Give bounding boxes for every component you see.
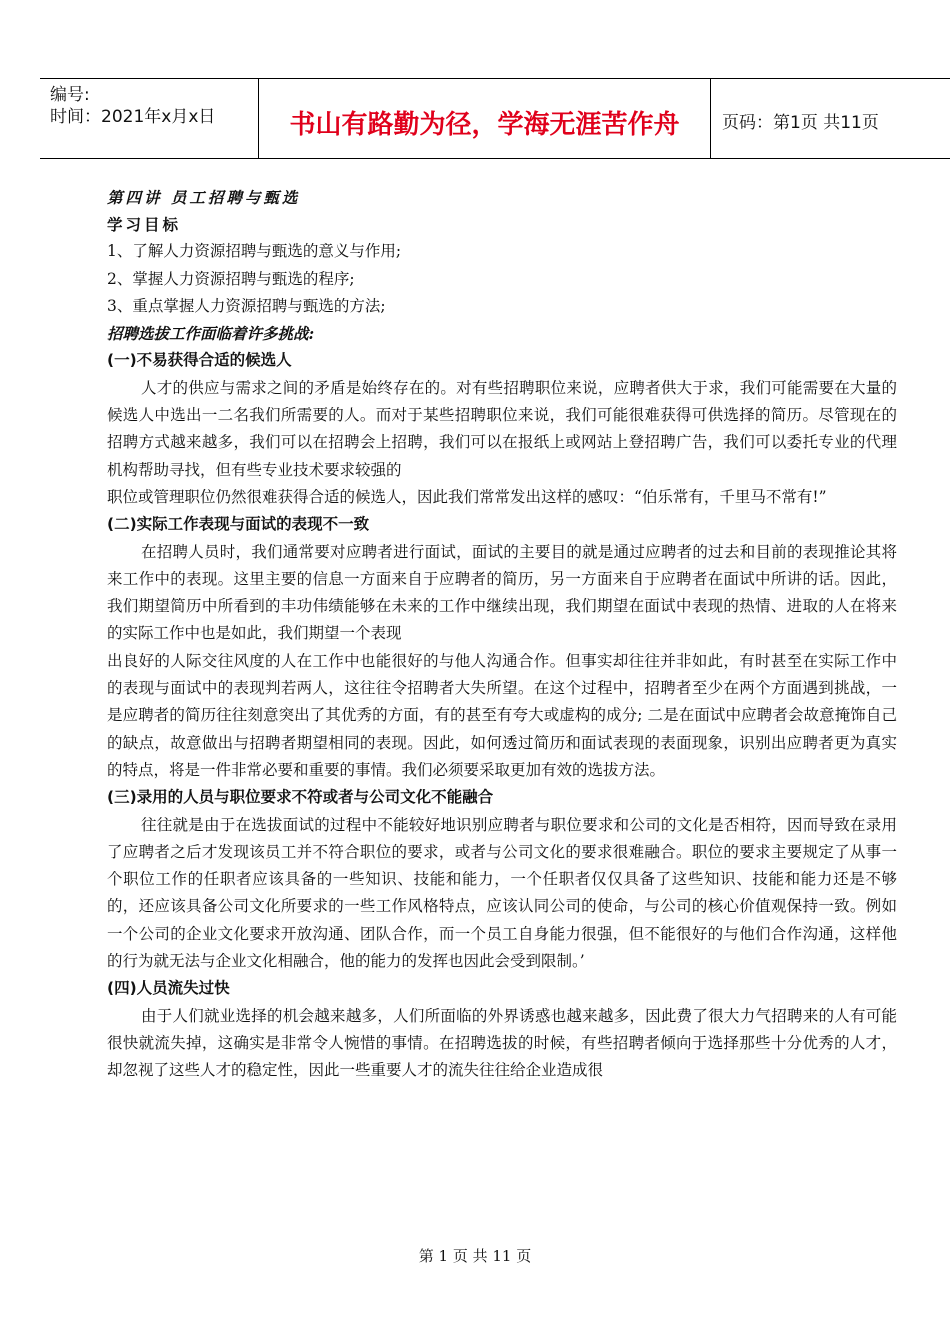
section-1-paragraph: 职位或管理职位仍然很难获得合适的候选人，因此我们常常发出这样的感叹：“伯乐常有，千里马不常有!” (107, 487, 827, 506)
header-bottom-rule (40, 158, 950, 159)
page-header (40, 78, 950, 160)
header-meta (50, 84, 260, 128)
objective-item: 3、重点掌握人力资源招聘与甄选的方法; (107, 296, 386, 315)
section-3-paragraph: 往往就是由于在选拔面试的过程中不能较好地识别应聘者与职位要求和公司的文化是否相符，因而导致在录用了应聘者之后才发现该员工并不符合职位的要求，或者与公司文化的要求很难融合。职位的要求主要规定了从事一个职位工作的任职者应该具备的一些知识、技能和能力，一个任职者仅仅具备了这些知识、技能和能力还是不够的，还应该具备公司文化所要求的一些工作风格特点，应该认同公司的使命，与公司的核心价值观保持一致。例如一个公司的企业文化要求开放沟通、团队合作，而一个员工自身能力很强，但不能很好的与他们合作沟通，这样他的行为就无法与企业文化相融合，他的能力的发挥也因此会受到限制。’ (107, 815, 897, 971)
section-heading-2: (二)实际工作表现与面试的表现不一致 (107, 515, 370, 534)
section-heading-4: (四)人员流失过快 (107, 979, 230, 998)
document-body (107, 184, 897, 1085)
header-page-info: 页码：第1页 共11页 (722, 113, 879, 133)
section-heading-3: (三)录用的人员与职位要求不符或者与公司文化不能融合 (107, 788, 494, 807)
section-1-paragraph: 人才的供应与需求之间的矛盾是始终存在的。对有些招聘职位来说，应聘者供大于求，我们可能需要在大量的候选人中选出一二名我们所需要的人。而对于某些招聘职位来说，我们可能很难获得可供选择的简历。尽管现在的招聘方式越来越多，我们可以在招聘会上招聘，我们可以在报纸上或网站上登招聘广告，我们可以委托专业的代理机构帮助寻找，但有些专业技术要求较强的 (107, 378, 897, 479)
page-footer: 第 1 页 共 11 页 (418, 1247, 532, 1265)
section-2-paragraph: 出良好的人际交往风度的人在工作中也能很好的与他人沟通合作。但事实却往往并非如此，有时甚至在实际工作中的表现与面试中的表现判若两人，这往往令招聘者大失所望。在这个过程中，招聘者至少在两个方面遇到挑战，一是应聘者的简历往往刻意突出了其优秀的方面，有的甚至有夸大或虚构的成分; 二是在面试中应聘者会故意掩饰自己的缺点，故意做出与招聘者期望相同的表现。因此，如何透过简历和面试表现的表面现象，识别出应聘者更为真实的特点，将是一件非常必要和重要的事情。我们必须要采取更加有效的选拔方法。 (107, 651, 897, 779)
header-motto: 书山有路勤为径，学海无涯苦作舟 (289, 110, 680, 140)
objective-item: 1、了解人力资源招聘与甄选的意义与作用; (107, 242, 402, 261)
header-divider-right (710, 78, 711, 159)
objectives-heading: 学习目标 (107, 215, 182, 234)
lecture-title: 第四讲 员工招聘与甄选 (107, 188, 301, 207)
challenges-heading: 招聘选拔工作面临着许多挑战: (107, 324, 315, 344)
header-top-rule (40, 78, 950, 79)
document-time-label: 时间：2021年x月x日 (50, 107, 216, 127)
section-2-paragraph: 在招聘人员时，我们通常要对应聘者进行面试，面试的主要目的就是通过应聘者的过去和目前的表现推论其将来工作中的表现。这里主要的信息一方面来自于应聘者的简历，另一方面来自于应聘者在面试中所讲的话。因此，我们期望简历中所看到的丰功伟绩能够在未来的工作中继续出现，我们期望在面试中表现的热情、进取的人在将来的实际工作中也是如此，我们期望一个表现 (107, 542, 897, 643)
section-heading-1: (一)不易获得合适的候选人 (107, 351, 292, 370)
objective-item: 2、掌握人力资源招聘与甄选的程序; (107, 269, 355, 288)
document-number-label: 编号: (50, 85, 90, 105)
section-4-paragraph: 由于人们就业选择的机会越来越多，人们所面临的外界诱惑也越来越多，因此费了很大力气招聘来的人有可能很快就流失掉，这确实是非常令人惋惜的事情。在招聘选拔的时候，有些招聘者倾向于选择那些十分优秀的人才，却忽视了这些人才的稳定性，因此一些重要人才的流失往往给企业造成很 (107, 1006, 897, 1080)
